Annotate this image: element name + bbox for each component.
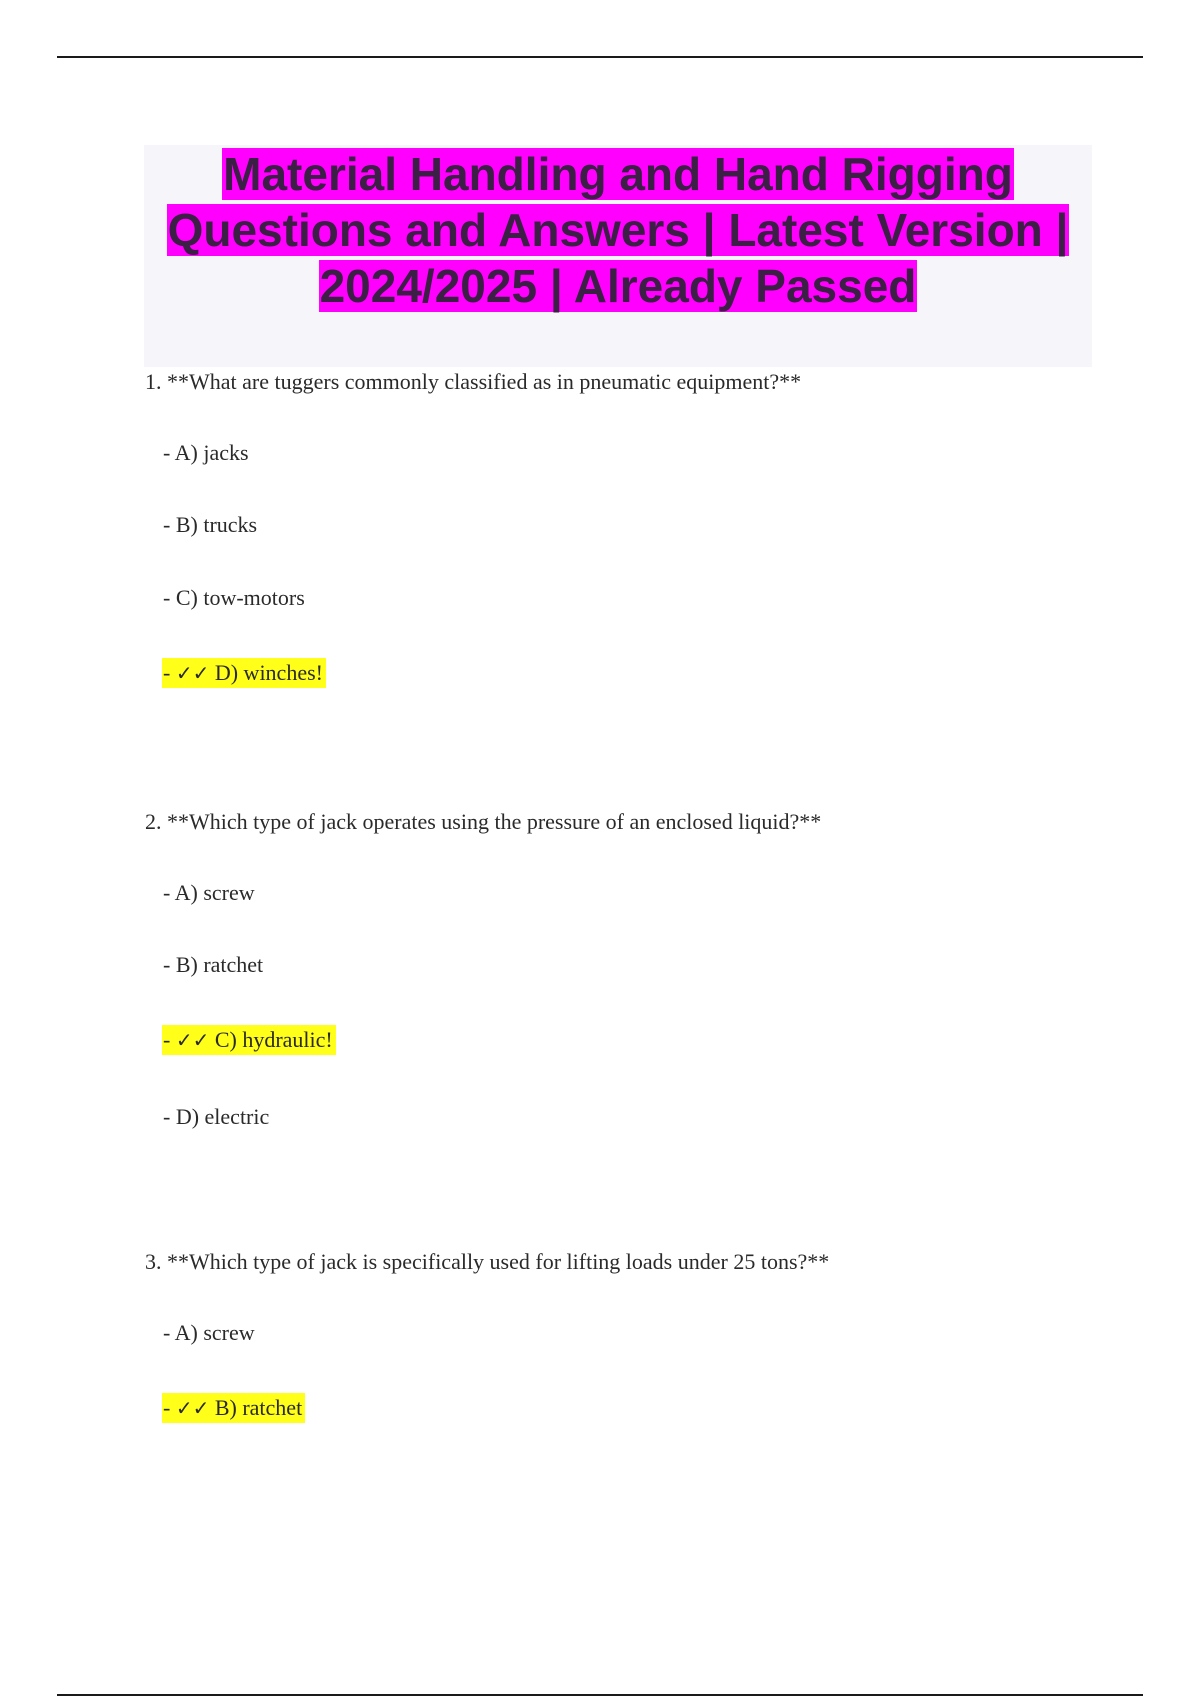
question-3-option-a (163, 1320, 255, 1346)
question-2: 2. **Which type of jack operates using the pressure of an enclosed liquid?** (145, 809, 822, 834)
option-text: C) hydraulic! (209, 1027, 333, 1052)
option-prefix: - (163, 952, 176, 977)
question-1-option-c (163, 585, 305, 611)
option-text: B) trucks (175, 512, 258, 537)
option-prefix: - (163, 1395, 176, 1420)
option-prefix: - (163, 1027, 176, 1052)
document-title-text: Material Handling and Hand Rigging Questions and Answers | Latest Version | 2024/2025 | Already Passed (167, 148, 1069, 312)
question-2-option-a (163, 880, 255, 906)
option-prefix: - (163, 440, 175, 465)
option-text: B) ratchet (175, 952, 264, 977)
option-text: D) winches! (209, 660, 323, 685)
question-1-option-b (163, 512, 257, 538)
option-text: B) ratchet (209, 1395, 303, 1420)
question-3-correct-answer (162, 1393, 305, 1423)
question-1-option-a (163, 440, 249, 466)
question-2-correct-answer (162, 1025, 336, 1055)
document-title (144, 145, 1092, 314)
header-rule (57, 56, 1143, 58)
question-1: 1. **What are tuggers commonly classified as in pneumatic equipment?** (145, 369, 802, 394)
question-2-option-d (163, 1104, 269, 1130)
option-prefix: - (163, 585, 176, 610)
option-prefix: - (163, 880, 175, 905)
option-text: C) tow-motors (175, 585, 305, 610)
option-prefix: - (163, 512, 176, 537)
option-text: A) screw (174, 1320, 255, 1345)
question-3: 3. **Which type of jack is specifically used for lifting loads under 25 tons?** (145, 1249, 830, 1274)
double-check-icon: ✓✓ (175, 661, 210, 685)
option-prefix: - (163, 1320, 175, 1345)
double-check-icon: ✓✓ (175, 1028, 210, 1052)
question-2-option-b (163, 952, 263, 978)
option-text: A) screw (174, 880, 255, 905)
option-prefix: - (163, 1104, 176, 1129)
option-prefix: - (163, 660, 176, 685)
footer-rule (57, 1694, 1143, 1696)
title-box (144, 145, 1092, 367)
option-text: A) jacks (174, 440, 249, 465)
double-check-icon: ✓✓ (175, 1396, 210, 1420)
option-text: D) electric (175, 1104, 270, 1129)
question-1-correct-answer (162, 658, 326, 688)
